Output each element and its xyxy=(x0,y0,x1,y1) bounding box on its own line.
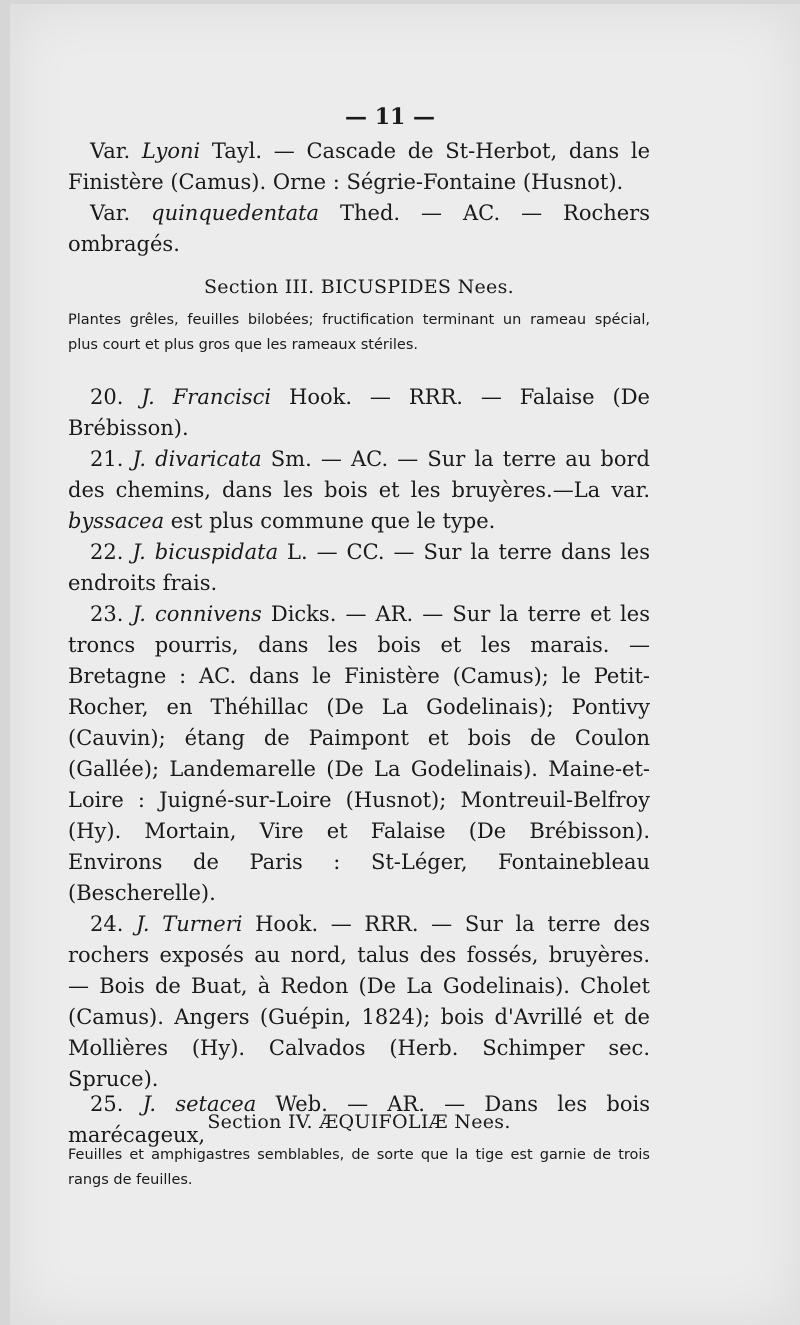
variety-quinquedentata: Var. quinquedentata Thed. — AC. — Rochers ombragés. xyxy=(68,201,650,256)
entry-25: 25. J. setacea Web. — AR. — Dans les bois marécageux, xyxy=(68,1092,650,1147)
section-3-title: Section III. BICUSPIDES Nees. xyxy=(203,276,514,298)
page-text xyxy=(68,104,650,1199)
entry-22: 22. J. bicuspidata L. — CC. — Sur la terre dans les endroits frais. xyxy=(68,540,650,595)
last-entry-block xyxy=(68,1089,650,1151)
variety-lyoni: Var. Lyoni Tayl. — Cascade de St-Herbot, dans le Finistère (Camus). Orne : Ségrie-Fontaine (Husnot). xyxy=(68,139,650,194)
entry-23: 23. J. connivens Dicks. — AR. — Sur la terre et les troncs pourris, dans les bois et les marais. — Bretagne : AC. dans le Finistère (Camus); le Petit-Rocher, en Théhillac (De La Godelinais); Pontivy (Cauvin); étang de Paimpont et bois de Coulon (Gallée); Landemarelle (De La Godelinais). Maine-et-Loire : Juigné-sur-Loire (Husnot); Montreuil-Belfroy (Hy). Mortain, Vire et Falaise (De Brébisson). Environs de Paris : St-Léger, Fontainebleau (Bescherelle). xyxy=(68,602,650,905)
section-3-description: Plantes grêles, feuilles bilobées; fructification terminant un rameau spécial, plus court et plus gros que les rameaux stériles. xyxy=(68,312,650,353)
book-page xyxy=(10,4,800,1325)
section-4-description: Feuilles et amphigastres semblables, de sorte que la tige est garnie de trois rangs de feuilles. xyxy=(68,1147,650,1188)
entry-20: 20. J. Francisci Hook. — RRR. — Falaise (De Brébisson). xyxy=(68,385,650,440)
entry-24: 24. J. Turneri Hook. — RRR. — Sur la terre des rochers exposés au nord, talus des fossés, bruyères. — Bois de Buat, à Redon (De La Godelinais). Cholet (Camus). Angers (Guépin, 1824); bois d'Avrillé et de Mollières (Hy). Calvados (Herb. Schimper sec. Spruce). xyxy=(68,912,650,1091)
entry-21: 21. J. divaricata Sm. — AC. — Sur la terre au bord des chemins, dans les bois et les bruyères.—La var. byssacea est plus commune que le type. xyxy=(68,447,650,533)
page-number: — 11 — xyxy=(345,104,435,130)
section-4-title: Section IV. ÆQUIFOLIÆ Nees. xyxy=(207,1111,511,1133)
